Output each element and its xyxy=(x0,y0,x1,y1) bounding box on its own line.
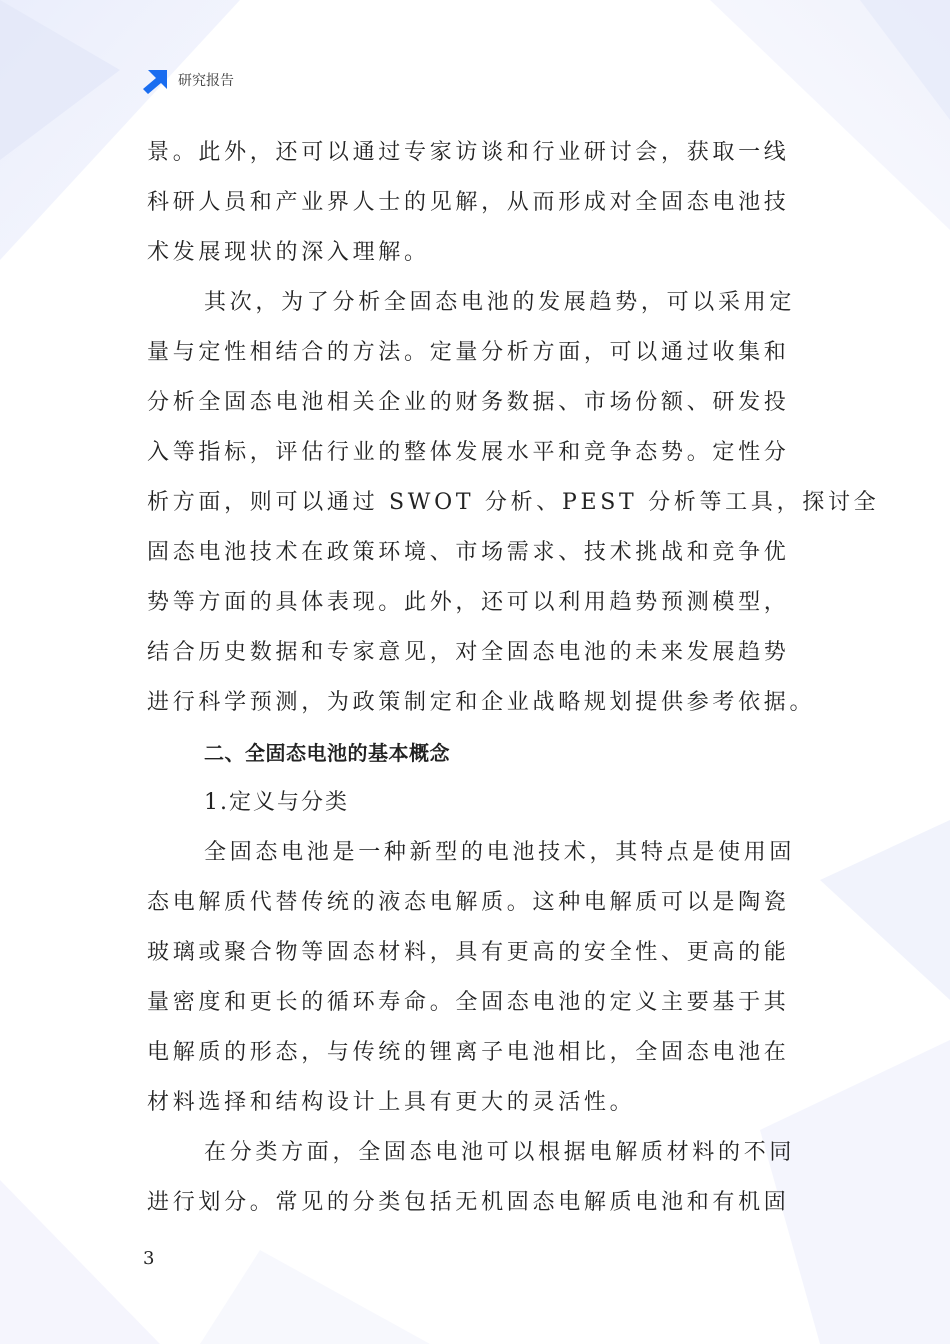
text-line: 全固态电池是一种新型的电池技术，其特点是使用固 xyxy=(204,840,796,865)
page-number: 3 xyxy=(143,1248,155,1269)
text-line: 玻璃或聚合物等固态材料，具有更高的安全性、更高的能 xyxy=(147,940,790,965)
text-line: 科研人员和产业界人士的见解，从而形成对全固态电池技 xyxy=(147,190,790,215)
subsection-heading: 1.定义与分类 xyxy=(204,790,349,815)
text-line: 固态电池技术在政策环境、市场需求、技术挑战和竞争优 xyxy=(147,540,790,565)
text-line: 分析全固态电池相关企业的财务数据、市场份额、研发投 xyxy=(147,390,790,415)
text-line: 在分类方面，全固态电池可以根据电解质材料的不同 xyxy=(204,1140,796,1165)
text-line: 量密度和更长的循环寿命。全固态电池的定义主要基于其 xyxy=(147,990,790,1015)
report-header xyxy=(143,66,234,94)
text-line: 材料选择和结构设计上具有更大的灵活性。 xyxy=(147,1090,636,1115)
header-title: 研究报告 xyxy=(178,73,234,89)
text-line: 结合历史数据和专家意见，对全固态电池的未来发展趋势 xyxy=(147,640,790,665)
text-line: 态电解质代替传统的液态电解质。这种电解质可以是陶瓷 xyxy=(147,890,790,915)
text-line: 进行划分。常见的分类包括无机固态电解质电池和有机固 xyxy=(147,1190,790,1215)
document-body xyxy=(147,128,880,1228)
text-line: 析方面，则可以通过 SWOT 分析、PEST 分析等工具，探讨全 xyxy=(147,490,880,515)
text-line: 其次，为了分析全固态电池的发展趋势，可以采用定 xyxy=(204,290,796,315)
arrow-up-right-icon xyxy=(143,66,169,94)
text-line: 势等方面的具体表现。此外，还可以利用趋势预测模型， xyxy=(147,590,790,615)
text-line: 量与定性相结合的方法。定量分析方面，可以通过收集和 xyxy=(147,340,790,365)
text-line: 景。此外，还可以通过专家访谈和行业研讨会，获取一线 xyxy=(147,140,790,165)
text-line: 入等指标，评估行业的整体发展水平和竞争态势。定性分 xyxy=(147,440,790,465)
section-heading: 二、全固态电池的基本概念 xyxy=(204,741,450,765)
text-line: 进行科学预测，为政策制定和企业战略规划提供参考依据。 xyxy=(147,690,816,715)
text-line: 电解质的形态，与传统的锂离子电池相比，全固态电池在 xyxy=(147,1040,790,1065)
text-line: 术发展现状的深入理解。 xyxy=(147,240,430,265)
